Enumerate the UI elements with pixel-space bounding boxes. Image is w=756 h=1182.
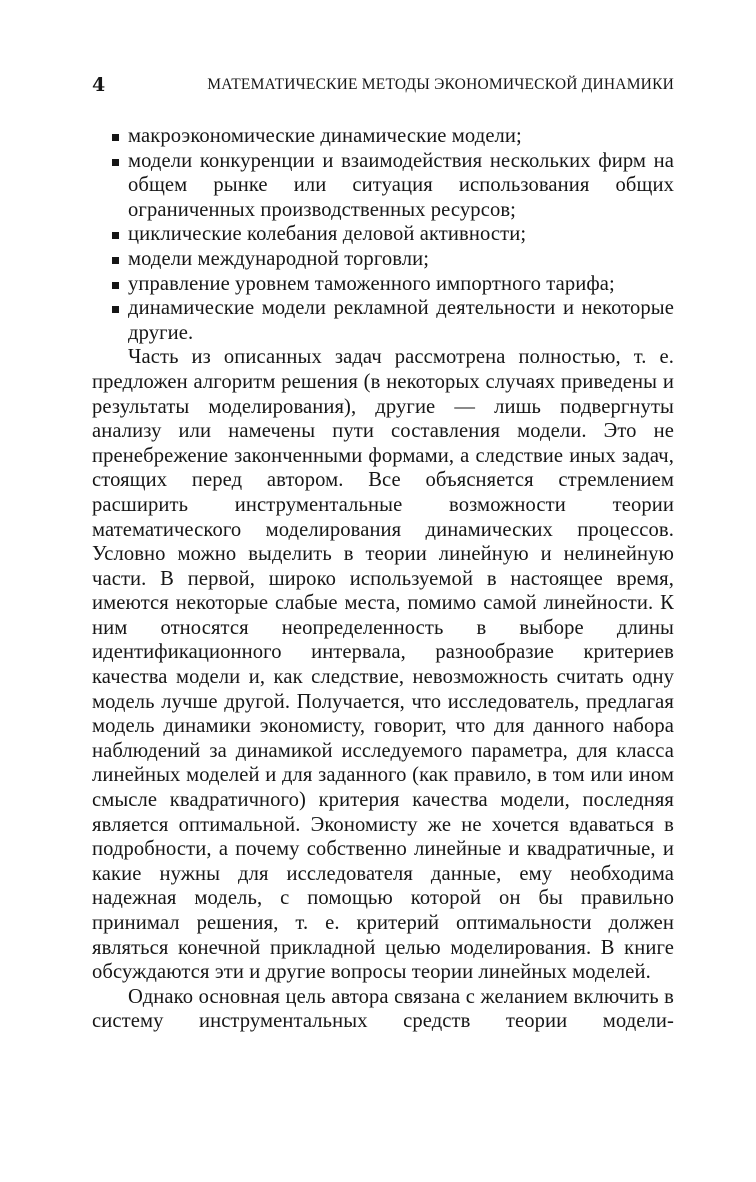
bullet-item — [92, 124, 674, 149]
bullet-item — [92, 149, 674, 223]
paragraph-main-goal: Однако основная цель автора связана с желанием включить в систему инструментальных средств теории модели- — [92, 985, 674, 1033]
square-bullet-icon — [112, 232, 119, 239]
bullet-list — [92, 124, 674, 345]
bullet-text: циклические колебания деловой активности; — [128, 223, 527, 246]
bullet-text: модели конкуренции и взаимодействия нескольких фирм на общем рынке или ситуация использования общих ограниченных производственных ресурсов; — [128, 149, 674, 221]
square-bullet-icon — [112, 134, 119, 141]
bullet-item — [92, 272, 674, 297]
book-title: МАТЕМАТИЧЕСКИЕ МЕТОДЫ ЭКОНОМИЧЕСКОЙ ДИНАМИКИ — [207, 76, 674, 93]
bullet-text: управление уровнем таможенного импортного тарифа; — [128, 272, 615, 295]
bullet-text: модели международной торговли; — [128, 247, 430, 270]
square-bullet-icon — [112, 282, 119, 289]
body-text — [92, 124, 674, 1034]
square-bullet-icon — [112, 159, 119, 166]
running-header — [92, 74, 674, 102]
bullet-item — [92, 247, 674, 272]
square-bullet-icon — [112, 257, 119, 264]
bullet-item — [92, 222, 674, 247]
bullet-text: макроэкономические динамические модели; — [128, 125, 522, 147]
paragraph-models-discussion: Часть из описанных задач рассмотрена полностью, т. е. предложен алгоритм решения (в некоторых случаях приведены и результаты моделирования), другие — лишь подвергнуты анализу или намечены пути составления модели. Это не пренебрежение законченными формами, а следствие иных задач, стоящих перед автором. Все объясняется стремлением расширить инструментальные возможности теории математического моделирования динамических процессов. Условно можно выделить в теории линейную и нелинейную части. В первой, широко используемой в настоящее время, имеются некоторые слабые места, помимо самой линейности. К ним относятся неопределенность в выборе длины идентификационного интервала, разнообразие критериев качества модели и, как следствие, невозможность считать одну модель лучше другой. Получается, что исследователь, предлагая модель динамики экономисту, говорит, что для данного набора наблюдений за динамикой исследуемого параметра, для класса линейных моделей и для заданного (как правило, в том или ином смысле квадратичного) критерия качества модели, последняя является оптимальной. Экономисту же не хочется вдаваться в подробности, а почему собственно линейные и квадратичные, и какие нужны для исследователя данные, ему необходима надежная модель, с помощью которой он бы правильно принимал решения, т. е. критерий оптимальности должен являться конечной прикладной целью моделирования. В книге обсуждаются эти и другие вопросы теории линейных моделей. — [92, 346, 674, 984]
page-number: 4 — [92, 74, 106, 96]
bullet-item — [92, 296, 674, 345]
bullet-text: динамические модели рекламной деятельности и некоторые другие. — [128, 297, 674, 344]
square-bullet-icon — [112, 306, 119, 313]
